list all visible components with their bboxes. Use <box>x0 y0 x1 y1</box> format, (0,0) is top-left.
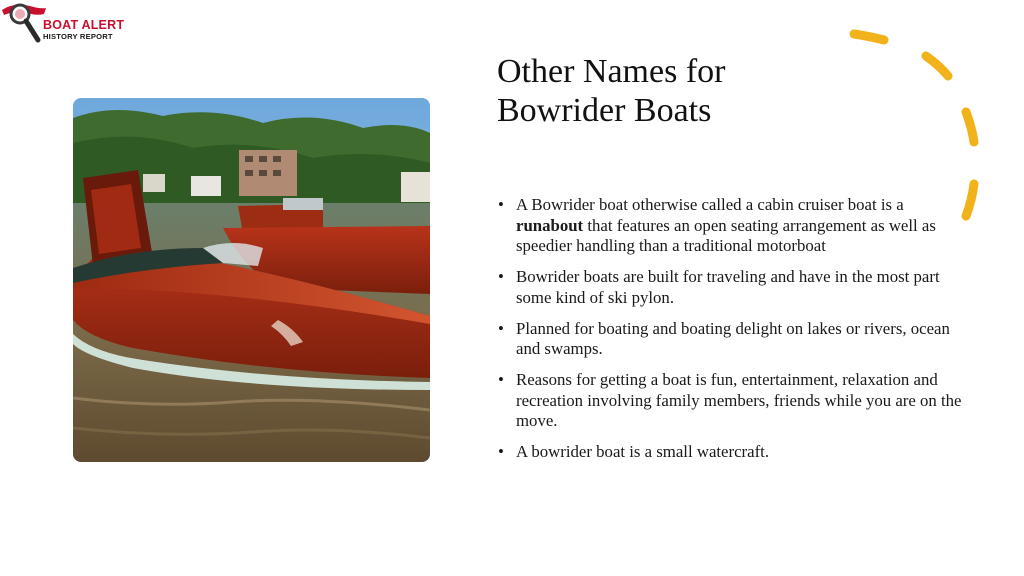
logo-line-1: BOAT ALERT <box>43 18 125 32</box>
magnifier-flag-icon <box>0 0 48 46</box>
logo-line-2: HISTORY REPORT <box>43 31 113 41</box>
list-item: • Planned for boating and boating delight on lakes or rivers, ocean and swamps. <box>496 319 966 360</box>
slide-title: Other Names for Bowrider Boats <box>497 53 726 129</box>
bowrider-boat-photo <box>73 98 430 462</box>
list-item: • Bowrider boats are built for traveling and have in the most part some kind of ski pylon. <box>496 267 966 308</box>
list-item: • Reasons for getting a boat is fun, entertainment, relaxation and recreation involving family members, friends while you are on the move. <box>496 370 966 432</box>
list-item: • A bowrider boat is a small watercraft. <box>496 442 966 463</box>
bullet-text: that features an open seating arrangement as well as speedier handling than a traditional motorboat <box>516 215 936 255</box>
logo-wordmark <box>43 19 124 40</box>
bullet-text: A Bowrider boat otherwise called a cabin cruiser boat is a <box>516 195 904 214</box>
brand-logo[interactable] <box>0 0 140 46</box>
bullet-bold-term: runabout <box>516 215 584 235</box>
dashed-arc-decoration <box>840 20 1000 240</box>
